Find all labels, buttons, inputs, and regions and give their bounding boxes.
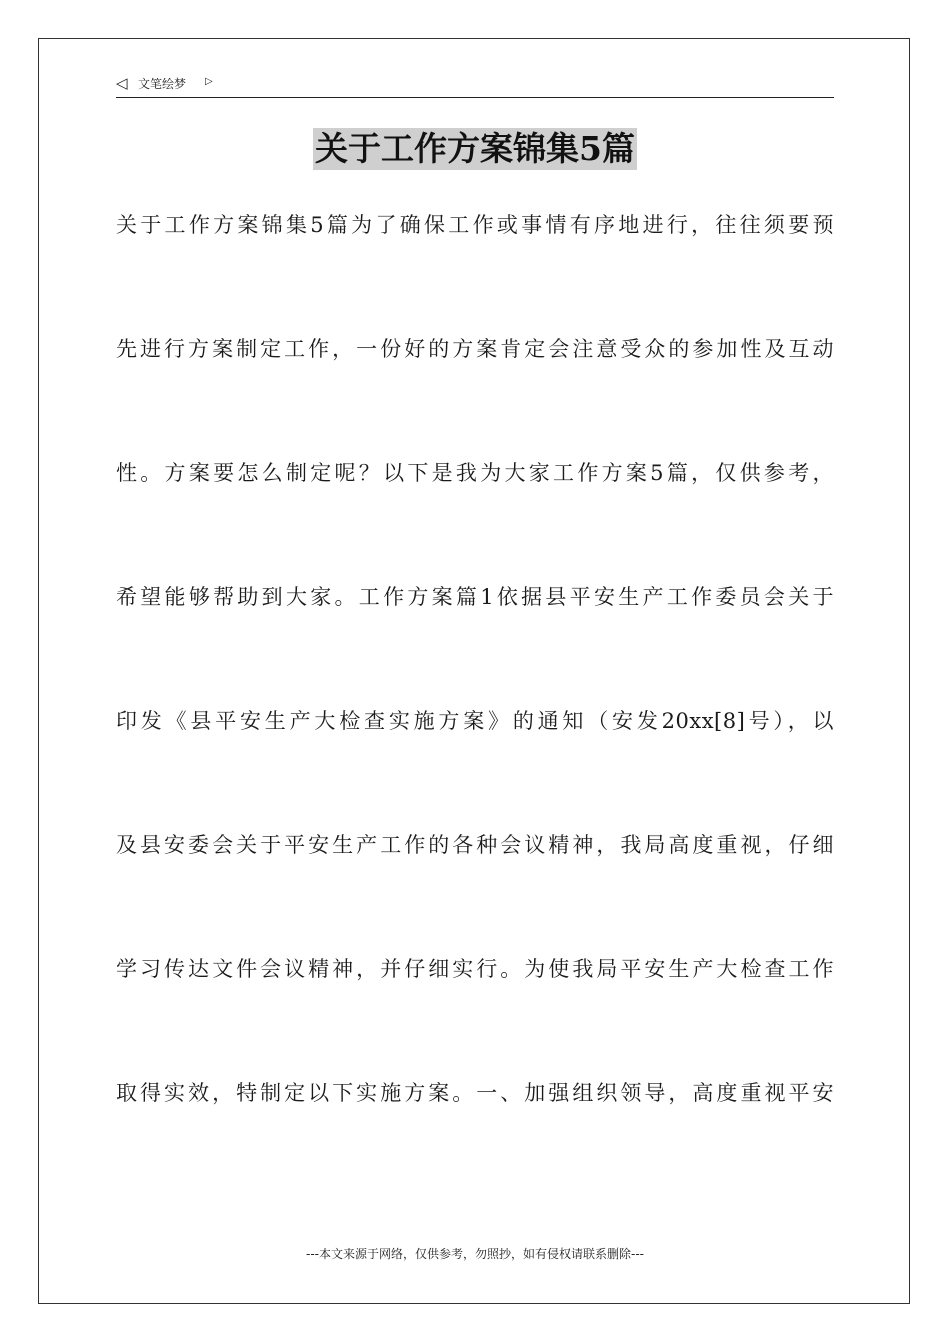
triangle-right-icon: ▷: [205, 76, 213, 87]
title-container: [0, 128, 950, 170]
header-brand: 文笔绘梦: [138, 77, 187, 91]
body-line: 性。方案要怎么制定呢？以下是我为大家工作方案5篇，仅供参考，: [116, 461, 834, 485]
body-line: 及县安委会关于平安生产工作的各种会议精神，我局高度重视，仔细: [116, 833, 834, 857]
body-line: 希望能够帮助到大家。工作方案篇1依据县平安生产工作委员会关于: [116, 585, 834, 609]
page-footer: ---本文来源于网络，仅供参考，勿照抄，如有侵权请联系删除---: [306, 1247, 644, 1261]
body-line: 印发《县平安生产大检查实施方案》的通知（安发20xx[8]号），以: [116, 709, 834, 733]
body-line: 关于工作方案锦集5篇为了确保工作或事情有序地进行，往往须要预: [116, 213, 834, 237]
body-line: 学习传达文件会议精神，并仔细实行。为使我局平安生产大检查工作: [116, 957, 834, 981]
document-body: [116, 205, 834, 1197]
document-title: 关于工作方案锦集5篇: [315, 129, 635, 168]
body-line: 取得实效，特制定以下实施方案。一、加强组织领导，高度重视平安: [116, 1081, 834, 1105]
body-line: 先进行方案制定工作，一份好的方案肯定会注意受众的参加性及互动: [116, 337, 834, 361]
triangle-left-icon: ◁: [116, 74, 128, 92]
page-header: [116, 70, 834, 98]
